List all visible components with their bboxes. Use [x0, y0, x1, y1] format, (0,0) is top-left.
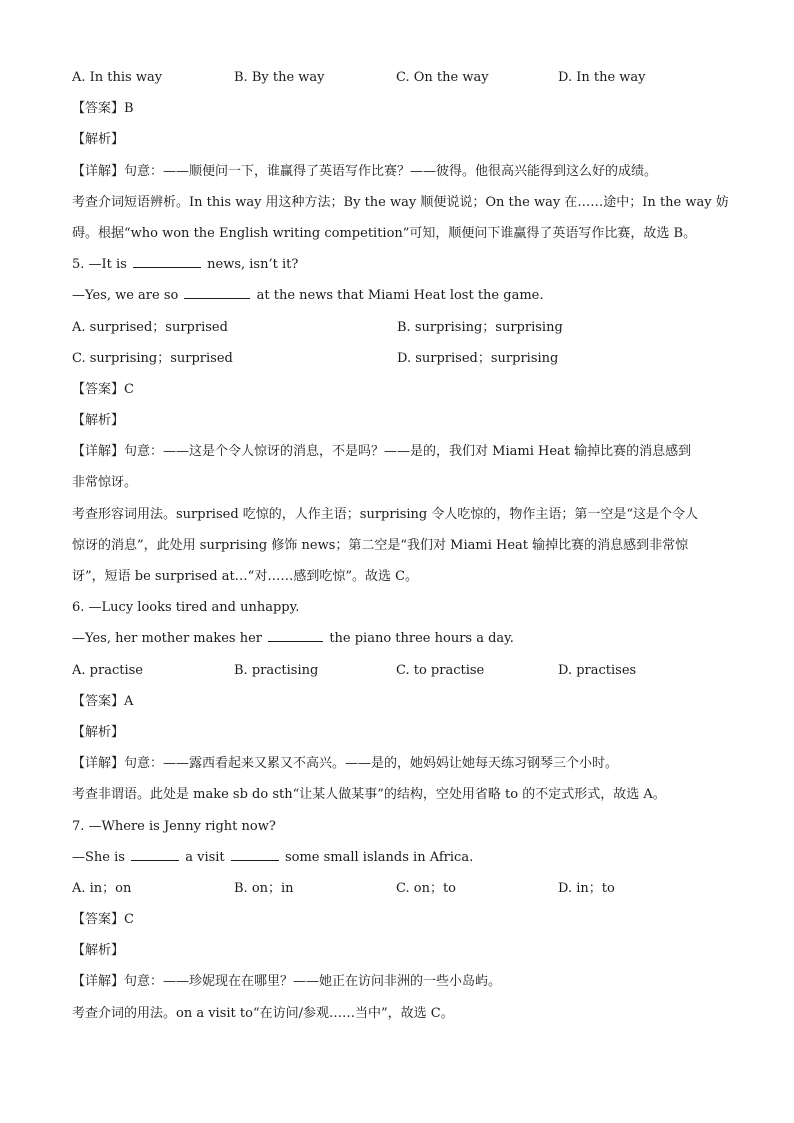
q7-reply-mid: a visit	[185, 849, 225, 865]
detail-text: 句意：——这是个令人惊讶的消息，不是吗？——是的，我们对 Miami Heat 输掉比赛的消息感到	[124, 444, 692, 460]
answer-label: 【答案】	[72, 381, 125, 397]
answer-label: 【答案】	[72, 101, 125, 117]
q5-reply-post: at the news that Miami Heat lost the game.	[256, 288, 544, 304]
q7-answer	[72, 904, 722, 935]
q5-answer	[72, 374, 722, 405]
answer-label: 【答案】	[72, 693, 125, 709]
blank	[133, 253, 201, 268]
q6-reply-pre: —Yes, her mother makes her	[72, 631, 263, 647]
q7-stem: 7. —Where is Jenny right now?	[72, 818, 276, 834]
blank	[268, 627, 323, 642]
q7-reply	[72, 842, 722, 873]
q5-stem	[72, 249, 722, 280]
q7-options	[72, 873, 722, 904]
detail-label: 【详解】	[72, 163, 125, 179]
document-page	[72, 62, 729, 1029]
q6-reply-post: the piano three hours a day.	[329, 631, 514, 647]
q6-analysis-label: 【解析】	[72, 724, 125, 740]
q4-answer	[72, 93, 722, 124]
q5-explain-1: 考查形容词用法。surprised 吃惊的，人作主语；surprising 令人吃惊的，物作主语；第一空是“这是个令人	[72, 506, 699, 522]
q5-reply-pre: —Yes, we are so	[72, 288, 179, 304]
q6-reply	[72, 623, 722, 654]
q5-option-b: B. surprising；surprising	[397, 319, 563, 335]
q4-explain-2: 碍。根据“who won the English writing competition”可知，顺便问下谁赢得了英语写作比赛，故选 B。	[72, 225, 697, 241]
q5-explain-3: 讶”，短语 be surprised at…“对……感到吃惊”。故选 C。	[72, 569, 419, 584]
q6-option-c: C. to practise	[396, 662, 485, 678]
blank	[184, 284, 250, 299]
q7-analysis-label: 【解析】	[72, 943, 125, 959]
q5-reply	[72, 280, 722, 311]
q4-analysis-label: 【解析】	[72, 132, 125, 148]
detail-label: 【详解】	[72, 444, 125, 460]
q4-option-d: D. In the way	[558, 70, 646, 85]
q4-option-c: C. On the way	[396, 70, 489, 85]
q4-explain-1: 考查介词短语辨析。In this way 用这种方法；By the way 顺便说说；On the way 在……途中；In the way 妨	[72, 194, 729, 210]
q6-answer	[72, 686, 722, 717]
answer-value: B	[124, 101, 134, 117]
q6-explain: 考查非谓语。此处是 make sb do sth“让某人做某事”的结构，空处用省略 to 的不定式形式，故选 A。	[72, 787, 666, 803]
q4-options	[72, 62, 722, 93]
q7-option-b: B. on；in	[234, 880, 294, 896]
q7-detail	[72, 966, 722, 997]
detail-text: 句意：——顺便问一下，谁赢得了英语写作比赛？——彼得。他很高兴能得到这么好的成绩。	[124, 163, 658, 179]
q6-stem: 6. —Lucy looks tired and unhappy.	[72, 600, 300, 616]
q7-reply-pre: —She is	[72, 849, 125, 865]
q5-option-c: C. surprising；surprised	[72, 350, 233, 366]
q4-detail	[72, 156, 722, 187]
q4-option-a: A. In this way	[72, 70, 163, 85]
q7-reply-post: some small islands in Africa.	[284, 849, 474, 865]
detail-label: 【详解】	[72, 756, 125, 772]
q6-option-a: A. practise	[72, 662, 143, 678]
answer-value: C	[124, 912, 134, 928]
q5-analysis-label: 【解析】	[72, 413, 125, 429]
q7-option-d: D. in；to	[558, 880, 615, 896]
q5-stem-pre: 5. —It is	[72, 257, 127, 273]
q6-option-d: D. practises	[558, 662, 637, 678]
q6-detail	[72, 748, 722, 779]
q5-options-row-2	[72, 343, 722, 374]
q7-explain: 考查介词的用法。on a visit to“在访问/参观……当中”，故选 C。	[72, 1005, 454, 1021]
q6-option-b: B. practising	[234, 662, 319, 678]
answer-value: A	[124, 693, 134, 709]
q4-option-b: B. By the way	[234, 70, 325, 85]
q5-explain-2: 惊讶的消息”，此处用 surprising 修饰 news；第二空是“我们对 Miami Heat 输掉比赛的消息感到非常惊	[72, 537, 689, 553]
detail-text: 句意：——珍妮现在在哪里？——她正在访问非洲的一些小岛屿。	[124, 974, 502, 990]
q5-option-a: A. surprised；surprised	[72, 319, 228, 335]
answer-label: 【答案】	[72, 912, 125, 928]
q5-options-row-1	[72, 312, 722, 343]
detail-label: 【详解】	[72, 974, 125, 990]
blank	[131, 846, 179, 861]
q5-stem-post: news, isn’t it?	[207, 257, 299, 273]
detail-text: 句意：——露西看起来又累又不高兴。——是的，她妈妈让她每天练习钢琴三个小时。	[124, 756, 619, 772]
q7-option-a: A. in；on	[72, 880, 132, 896]
blank	[231, 846, 279, 861]
q5-detail-2: 非常惊讶。	[72, 475, 138, 491]
q6-options	[72, 655, 722, 686]
q5-detail-1	[72, 436, 722, 467]
answer-value: C	[124, 381, 134, 397]
q5-option-d: D. surprised；surprising	[397, 350, 559, 366]
q7-option-c: C. on；to	[396, 880, 456, 896]
